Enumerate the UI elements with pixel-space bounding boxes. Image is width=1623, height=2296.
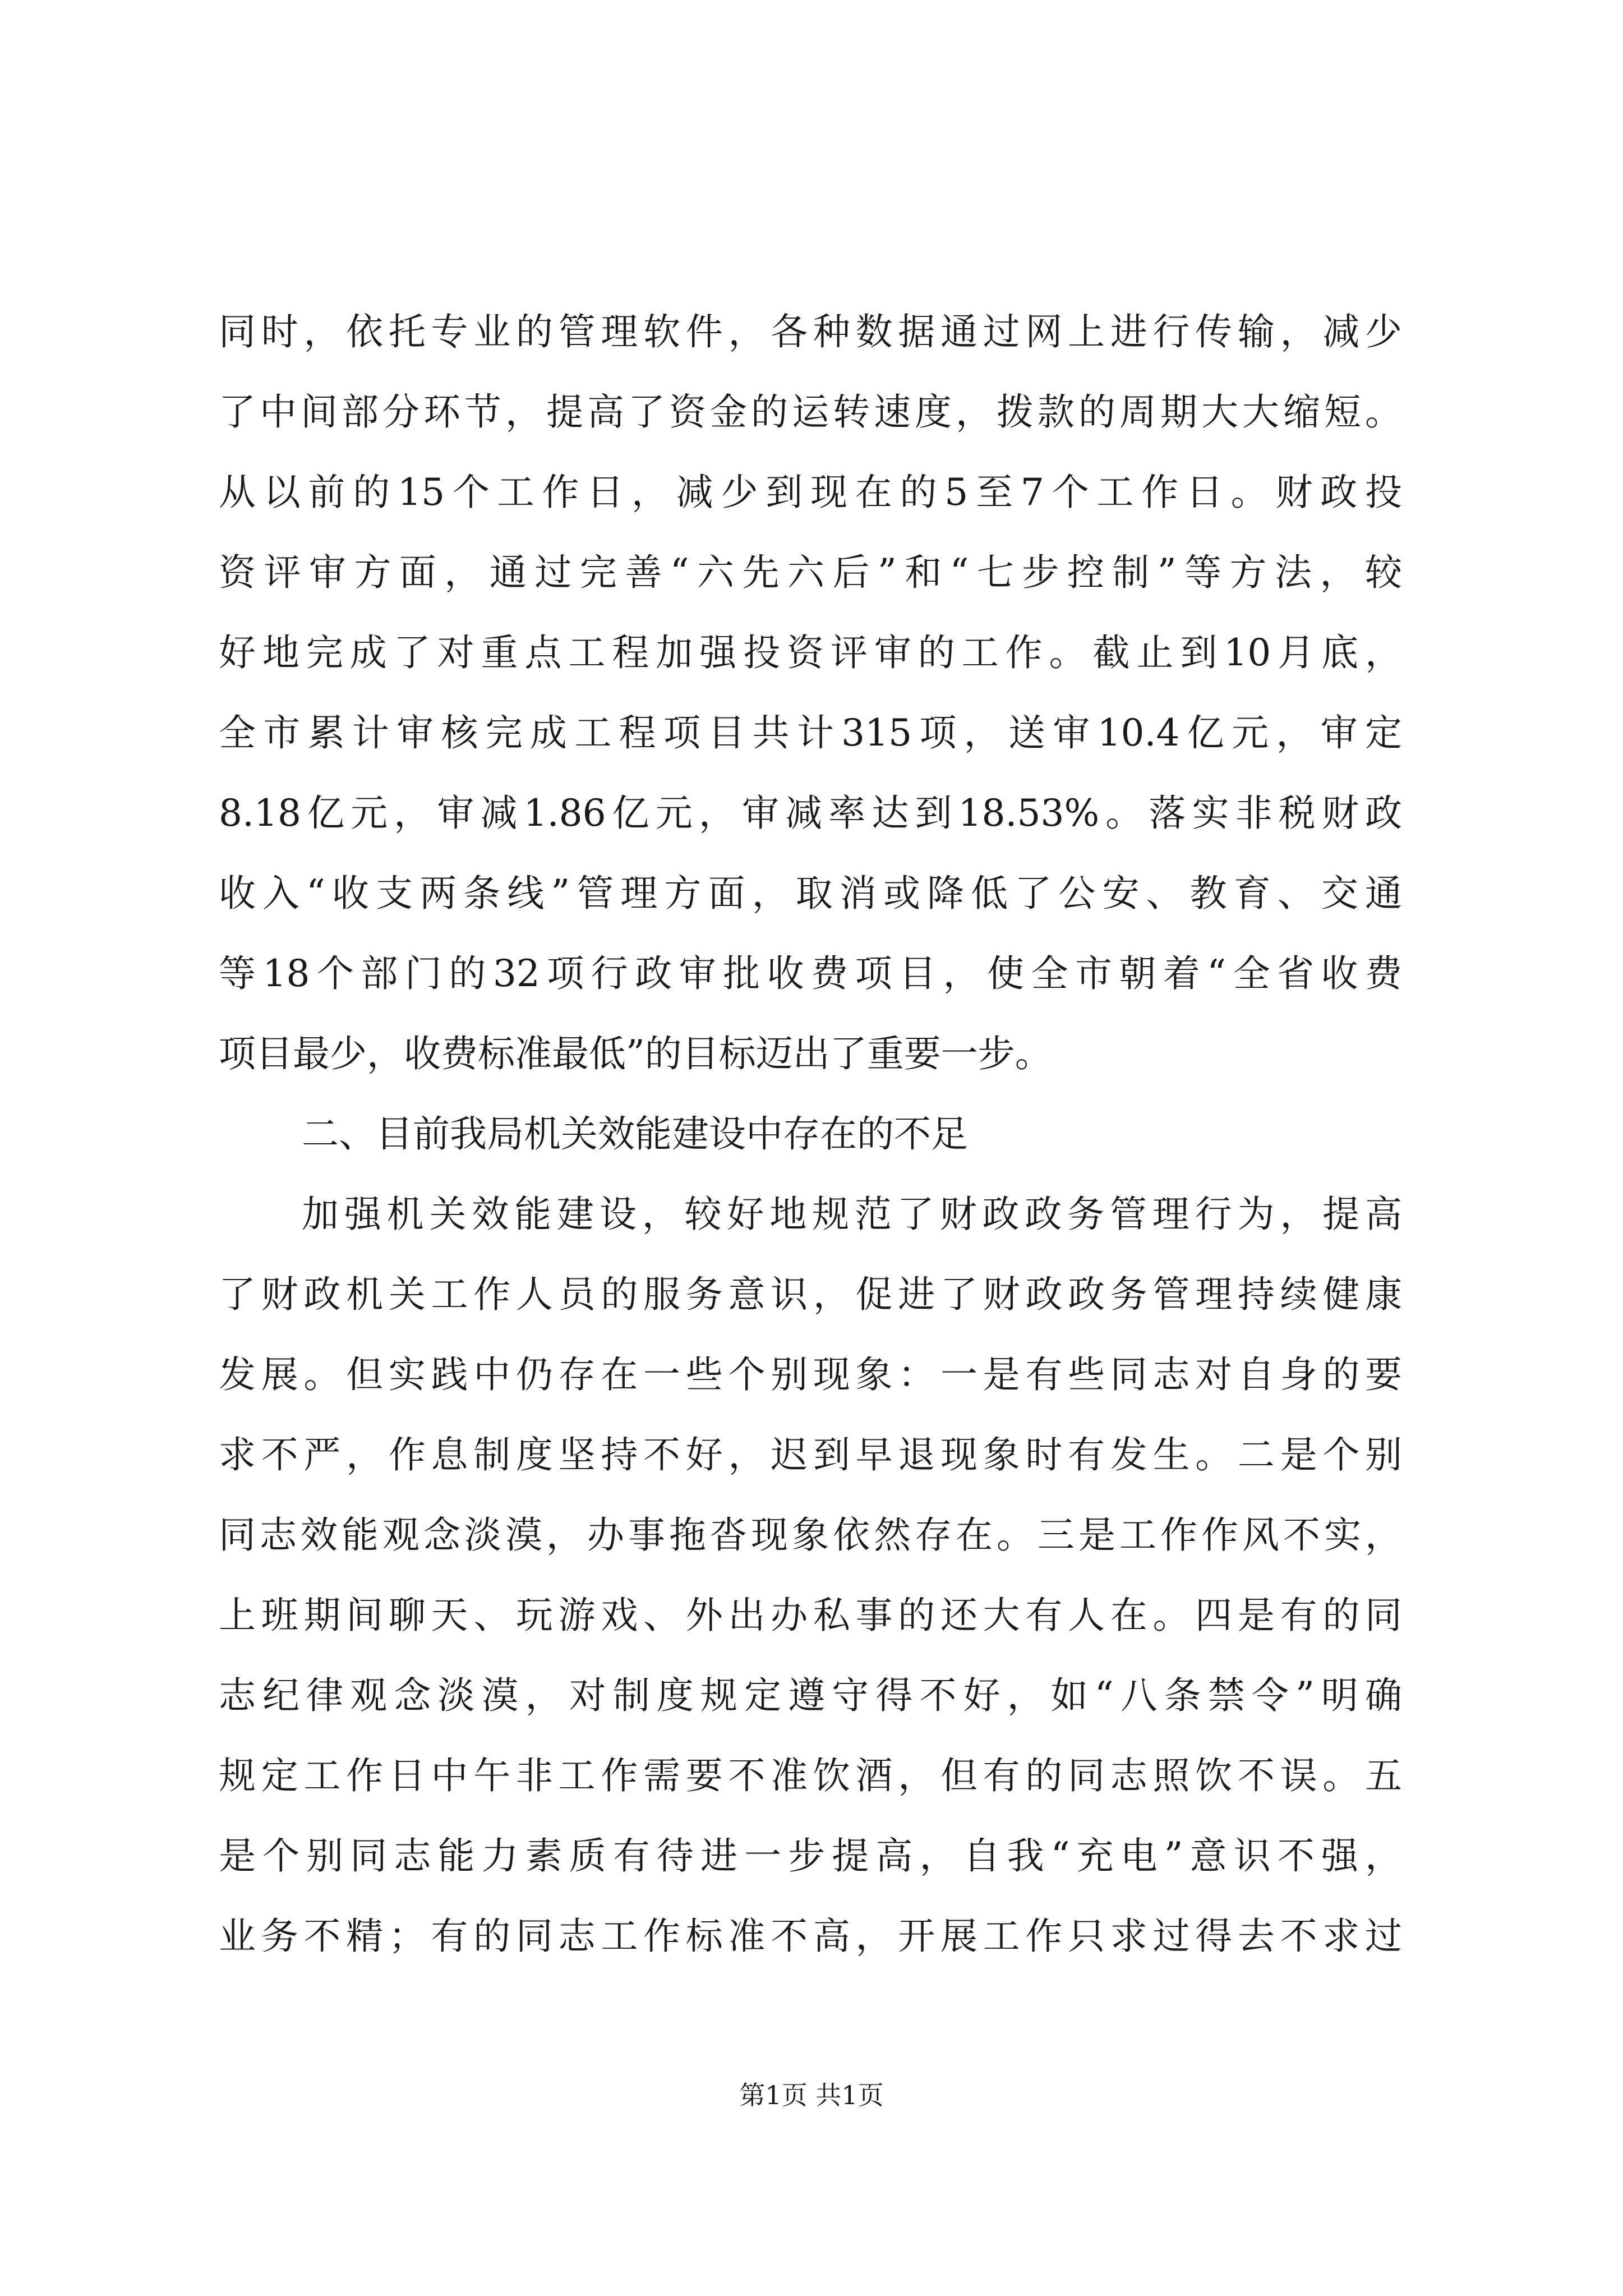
document-body: [219, 292, 1402, 1976]
text-line: 好地完成了对重点工程加强投资评审的工作。截止到10月底，: [219, 631, 1402, 674]
paragraph-first-line: 加强机关效能建设，较好地规范了财政政务管理行为，提高: [302, 1193, 1402, 1236]
text-line: 规定工作日中午非工作需要不准饮酒，但有的同志照饮不误。五: [219, 1754, 1402, 1797]
text-line: 了财政机关工作人员的服务意识，促进了财政政务管理持续健康: [219, 1273, 1402, 1316]
text-line: 收入“收支两条线”管理方面，取消或降低了公安、教育、交通: [219, 872, 1402, 915]
text-line: 从以前的15个工作日，减少到现在的5至7个工作日。财政投: [219, 471, 1402, 514]
text-line: 了中间部分环节，提高了资金的运转速度，拨款的周期大大缩短。: [219, 390, 1402, 434]
text-line: 同时，依托专业的管理软件，各种数据通过网上进行传输，减少: [219, 310, 1402, 353]
text-line: 8.18亿元，审减1.86亿元，审减率达到18.53%。落实非税财政: [219, 792, 1402, 835]
text-line: 求不严，作息制度坚持不好，迟到早退现象时有发生。二是个别: [219, 1433, 1402, 1476]
text-line: 全市累计审核完成工程项目共计315项，送审10.4亿元，审定: [219, 711, 1402, 754]
text-line: 志纪律观念淡漠，对制度规定遵守得不好，如“八条禁令”明确: [219, 1674, 1402, 1717]
text-line: 项目最少，收费标准最低”的目标迈出了重要一步。: [219, 1032, 1052, 1075]
text-line: 发展。但实践中仍存在一些个别现象：一是有些同志对自身的要: [219, 1353, 1402, 1396]
text-line: 资评审方面，通过完善“六先六后”和“七步控制”等方法，较: [219, 551, 1402, 594]
text-line: 是个别同志能力素质有待进一步提高，自我“充电”意识不强，: [219, 1834, 1402, 1878]
text-line: 同志效能观念淡漠，办事拖沓现象依然存在。三是工作作风不实，: [219, 1513, 1402, 1557]
text-line: 等18个部门的32项行政审批收费项目，使全市朝着“全省收费: [219, 952, 1402, 995]
text-line: 上班期间聊天、玩游戏、外出办私事的还大有人在。四是有的同: [219, 1594, 1402, 1637]
text-line: 业务不精；有的同志工作标准不高，开展工作只求过得去不求过: [219, 1915, 1402, 1958]
section-heading: 二、目前我局机关效能建设中存在的不足: [302, 1112, 968, 1156]
page-number: 第1页 共1页: [739, 2080, 884, 2110]
